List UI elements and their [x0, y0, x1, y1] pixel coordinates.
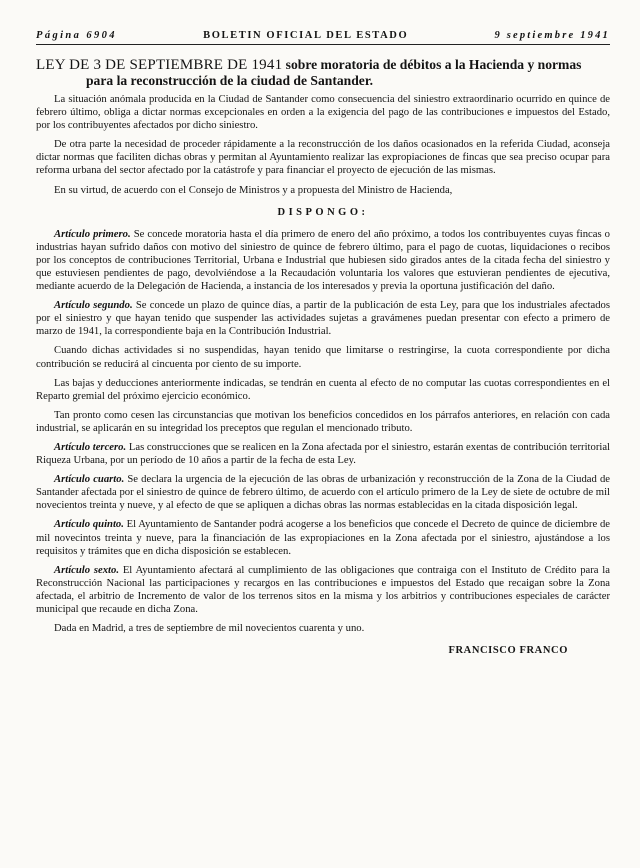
article-text: Se declara la urgencia de la ejecución de las obras de urbanización y reconstrucción de la Zona de la Ciudad de Santander afectada por el siniestro de quince de febrero último, de acuerdo con el artículo primero de la Ley de siete de octubre de mil novecientos treinta y nueve, y al efecto de que se apliquen a dichas obras las normas establecidas en la citada disposición legal. — [36, 474, 610, 512]
law-title-line2: para la reconstrucción de la ciudad de Santander. — [86, 73, 374, 88]
preamble-paragraph: De otra parte la necesidad de proceder rápidamente a la reconstrucción de los daños ocasionados en la referida Ciudad, aconseja dictar normas que faciliten dichas obras y permitan al Ayuntamiento realizar las expropiaciones de fincas que sea preciso ocupar para reforma urbana del sector afectado por la catástrofe y para financiar el proyecto de ejecución de las mismas. — [36, 139, 610, 177]
article-text: El Ayuntamiento de Santander podrá acogerse a los beneficios que concede el Decreto de quince de diciembre de mil novecintos treinta y nueve, para la financiación de las expropiaciones en la Zona afectada por el siniestro, ajustándose a los requisitos y trámites que en dicha disposición se establecen. — [36, 519, 610, 557]
article-paragraph — [36, 299, 610, 338]
article-paragraph — [36, 518, 610, 557]
closing-line: Dada en Madrid, a tres de septiembre de mil novecientos cuarenta y uno. — [54, 623, 365, 635]
article-label: Artículo sexto. — [54, 564, 119, 576]
article-paragraph — [36, 344, 610, 370]
article-label: Artículo tercero. — [54, 441, 127, 453]
dispongo-heading: DISPONGO: — [277, 206, 369, 218]
article-text: El Ayuntamiento afectará al cumplimiento de las obligaciones que contraiga con el Instituto de Crédito para la Reconstrucción Nacional las participaciones y recargos en las contribuciones e impuestos del Estado que recaigan sobre la Zona afectada, el arbitrio de Incremento de valor de los terrenos sitos en la misma y los arbitrios y contribuciones especiales de carácter municipal que recaude en dicha Zona. — [36, 564, 610, 615]
article-paragraph — [36, 377, 610, 403]
page-number: Página 6904 — [36, 30, 117, 41]
article-paragraph — [36, 409, 610, 435]
article-label: Artículo quinto. — [54, 519, 124, 531]
publication-title: BOLETIN OFICIAL DEL ESTADO — [203, 30, 409, 41]
law-body — [36, 93, 610, 635]
article-label: Artículo primero. — [54, 228, 131, 240]
article-text: Las bajas y deducciones anteriormente indicadas, se tendrán en cuenta al efecto de no computar las cuotas correspondientes en el Reparto gremial del próximo ejercicio económico. — [36, 377, 610, 402]
article-label: Artículo cuarto. — [54, 474, 125, 486]
article-paragraph — [36, 473, 610, 512]
article-text: Las construcciones que se realicen en la Zona afectada por el siniestro, estarán exentas de contribución territorial Riqueza Urbana, por un período de 10 años a partir de la fecha de esta Ley. — [36, 441, 610, 467]
law-title-lead: LEY DE 3 DE SEPTIEMBRE DE 1941 — [36, 57, 283, 73]
publication-date: 9 septiembre 1941 — [494, 30, 610, 41]
header-rule — [36, 44, 610, 45]
article-label: Artículo segundo. — [54, 300, 133, 312]
preamble-paragraph: En su virtud, de acuerdo con el Consejo de Ministros y a propuesta del Ministro de Hacienda, — [54, 184, 453, 196]
article-text: Se concede moratoria hasta el día primero de enero del año próximo, a todos los contribuyentes cuyas fincas o industrias hayan sufrido daños con motivo del siniestro de quince de febrero último, para el pago de cuotas, liquidaciones o recibos por los conceptos de contribuciones Territorial, Urbana e Industrial que hubiesen sido girados antes de la citada fecha del siniestro y que estuviesen pendientes de pago, devolviéndose a la Recaudación voluntaria los valores que estuvieran pendientes de ejecutiva, mediante acuerdo de la Delegación de Hacienda, a instancia de los interesados y previa la oportuna justificación del daño. — [36, 228, 610, 293]
article-text: Se concede un plazo de quince días, a partir de la publicación de esta Ley, para que los industriales afectados por el siniestro y que hayan tenido que suspender las actividades sujetas a gravámenes puedan presentar con efecto a primero de marzo de 1941, la correspondiente baja en la Contribución Industrial. — [36, 300, 610, 338]
signature: FRANCISCO FRANCO — [448, 645, 568, 657]
article-paragraph — [36, 441, 610, 467]
law-title-rest: sobre moratoria de débitos a la Hacienda y normas — [285, 57, 582, 72]
article-text: Cuando dichas actividades si no suspendidas, hayan tenido que limitarse o restringirse, la cuota correspondiente por dicha contribución se reducirá al cincuenta por ciento de su importe. — [36, 345, 610, 370]
running-header — [36, 30, 610, 44]
article-paragraph — [36, 228, 610, 293]
article-text: Tan pronto como cesen las circunstancias que motivan los beneficios concedidos en los párrafos anteriores, en relación con cada industrial, se aplicarán en su integridad los preceptos que regulan el mencionado tributo. — [36, 409, 610, 434]
article-paragraph — [36, 564, 610, 616]
law-title — [36, 57, 610, 88]
preamble-paragraph: La situación anómala producida en la Ciudad de Santander como consecuencia del siniestro extraordinario ocurrido en quince de febrero último, obliga a dictar normas excepcionales en orden a la exigencia del pago de las contribuciones e impuestos del Estado, por los contribuyentes afectados por dicho siniestro. — [36, 94, 610, 132]
